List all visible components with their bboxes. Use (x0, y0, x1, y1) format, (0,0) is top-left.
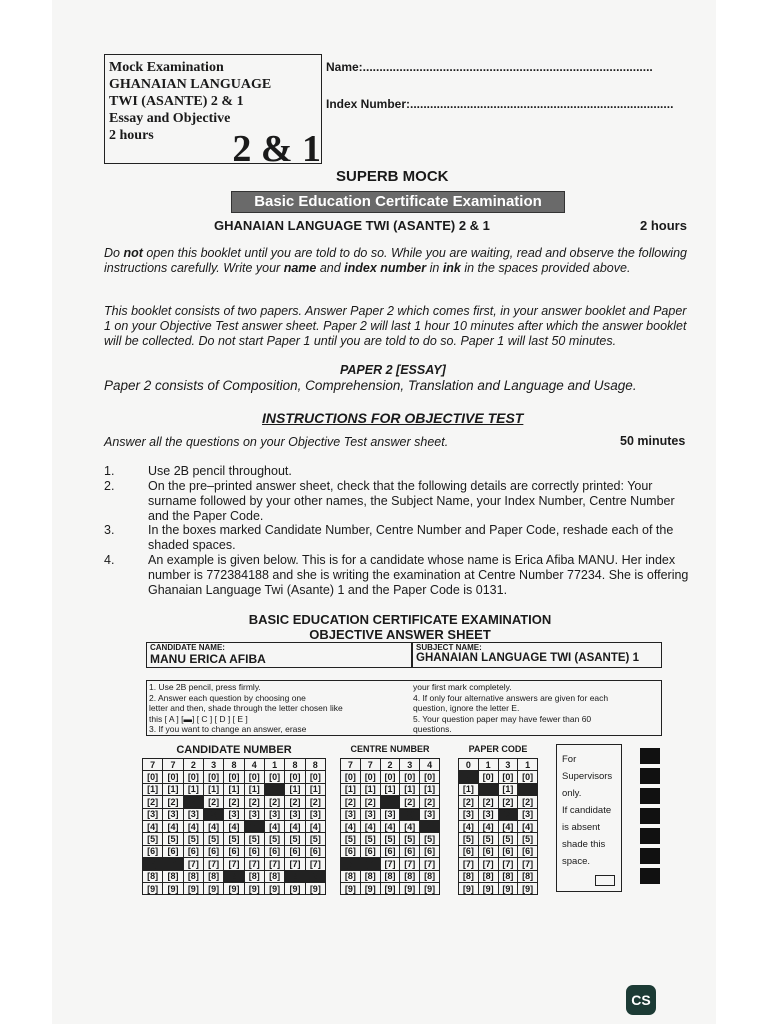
sheet-rule: 5. Your question paper may have fewer than 60 (413, 713, 592, 724)
grid-bubble[interactable]: [6] (285, 845, 305, 857)
grid-bubble[interactable]: [3] (264, 808, 284, 820)
grid-bubble[interactable]: [7] (244, 858, 264, 870)
grid-bubble[interactable]: [0] (518, 771, 538, 783)
grid-bubble[interactable]: [7] (143, 858, 163, 870)
absent-shade-box[interactable] (595, 875, 615, 886)
timing-mark (640, 848, 660, 864)
grid-bubble[interactable]: [3] (143, 808, 163, 820)
grid-bubble[interactable]: [8] (420, 870, 440, 882)
grid-bubble[interactable]: [6] (305, 845, 325, 857)
grid-bubble[interactable]: [0] (360, 771, 380, 783)
grid-bubble[interactable]: [3] (360, 808, 380, 820)
grid-bubble[interactable]: [5] (360, 833, 380, 845)
exam-banner: Basic Education Certificate Examination (231, 191, 565, 213)
grid-bubble[interactable]: [5] (459, 833, 479, 845)
grid-digit: 4 (420, 759, 440, 771)
grid-bubble[interactable]: [3] (203, 808, 223, 820)
grid-bubble[interactable]: [4] (498, 820, 518, 832)
grid-bubble[interactable]: [4] (203, 820, 223, 832)
grid-bubble[interactable]: [2] (183, 796, 203, 808)
grid-bubble[interactable]: [2] (420, 796, 440, 808)
grid-bubble[interactable]: [5] (224, 833, 244, 845)
supervisor-note-line: For (562, 754, 577, 765)
grid-digit: 2 (183, 759, 203, 771)
grid-bubble[interactable]: [6] (203, 845, 223, 857)
sheet-subtitle: OBJECTIVE ANSWER SHEET (309, 627, 491, 642)
grid-bubble[interactable]: [8] (400, 870, 420, 882)
grid-bubble[interactable]: [5] (203, 833, 223, 845)
paper2-heading: PAPER 2 [ESSAY] (340, 363, 446, 377)
instructions-paragraph-1: Do not open this booklet until you are told to do so. While you are waiting, read and observe the following instructions carefully. Write your name and index number in ink in the spaces provided above. (104, 246, 687, 275)
sheet-rule: 4. If only four alternative answers are given for each (413, 692, 609, 703)
header-line-2: GHANAIAN LANGUAGE (109, 77, 272, 92)
grid-bubble[interactable]: [9] (478, 882, 498, 894)
candidate-name-box (146, 642, 412, 668)
centre-number-label: CENTRE NUMBER (350, 744, 430, 754)
grid-bubble[interactable]: [4] (224, 820, 244, 832)
grid-bubble[interactable]: [1] (203, 783, 223, 795)
grid-bubble[interactable]: [0] (478, 771, 498, 783)
grid-bubble[interactable]: [7] (420, 858, 440, 870)
grid-bubble[interactable]: [8] (244, 870, 264, 882)
grid-bubble[interactable]: [3] (498, 808, 518, 820)
grid-bubble[interactable]: [2] (244, 796, 264, 808)
grid-bubble[interactable]: [4] (244, 820, 264, 832)
grid-bubble[interactable]: [8] (285, 870, 305, 882)
grid-bubble[interactable]: [5] (518, 833, 538, 845)
grid-bubble[interactable]: [1] (478, 783, 498, 795)
grid-bubble[interactable]: [6] (380, 845, 400, 857)
grid-bubble[interactable]: [4] (360, 820, 380, 832)
grid-bubble[interactable]: [6] (478, 845, 498, 857)
grid-bubble[interactable]: [3] (163, 808, 183, 820)
grid-digit: 1 (518, 759, 538, 771)
grid-bubble[interactable]: [7] (285, 858, 305, 870)
grid-bubble[interactable]: [0] (420, 771, 440, 783)
grid-digit: 4 (244, 759, 264, 771)
grid-bubble[interactable]: [2] (400, 796, 420, 808)
candidate-number-grid (142, 758, 326, 895)
grid-bubble[interactable]: [7] (224, 858, 244, 870)
grid-bubble[interactable]: [8] (459, 870, 479, 882)
grid-bubble[interactable]: [9] (341, 882, 361, 894)
grid-bubble[interactable]: [8] (163, 870, 183, 882)
grid-digit: 7 (143, 759, 163, 771)
index-number-field[interactable]: Index Number:............................................................................... (326, 97, 674, 111)
grid-bubble[interactable]: [7] (264, 858, 284, 870)
grid-bubble[interactable]: [6] (244, 845, 264, 857)
grid-bubble[interactable]: [4] (264, 820, 284, 832)
grid-bubble[interactable]: [1] (360, 783, 380, 795)
grid-bubble[interactable]: [1] (224, 783, 244, 795)
instruction-item: 1. Use 2B pencil throughout. (104, 464, 292, 478)
grid-bubble[interactable]: [7] (360, 858, 380, 870)
name-field[interactable]: Name:....................................................................................... (326, 60, 653, 74)
paper2-description: Paper 2 consists of Composition, Comprehension, Translation and Language and Usage. (104, 378, 637, 393)
grid-bubble[interactable]: [3] (420, 808, 440, 820)
grid-bubble[interactable]: [4] (459, 820, 479, 832)
grid-bubble[interactable]: [0] (341, 771, 361, 783)
grid-bubble[interactable]: [9] (459, 882, 479, 894)
timing-mark (640, 788, 660, 804)
grid-bubble[interactable]: [6] (498, 845, 518, 857)
grid-bubble[interactable]: [4] (420, 820, 440, 832)
supervisor-note-line: shade this (562, 839, 606, 850)
sheet-rule: letter and then, shade through the letter chosen like (149, 703, 343, 713)
grid-bubble[interactable]: [5] (143, 833, 163, 845)
grid-bubble[interactable]: [0] (400, 771, 420, 783)
grid-bubble[interactable]: [0] (305, 771, 325, 783)
grid-bubble[interactable]: [4] (478, 820, 498, 832)
grid-bubble[interactable]: [9] (143, 882, 163, 894)
grid-bubble[interactable]: [4] (305, 820, 325, 832)
grid-digit: 3 (203, 759, 223, 771)
timing-mark (640, 808, 660, 824)
grid-bubble[interactable]: [0] (498, 771, 518, 783)
grid-bubble[interactable]: [5] (380, 833, 400, 845)
sheet-title: BASIC EDUCATION CERTIFICATE EXAMINATION (248, 612, 552, 627)
grid-bubble[interactable]: [6] (264, 845, 284, 857)
grid-bubble[interactable]: [4] (183, 820, 203, 832)
grid-bubble[interactable]: [9] (285, 882, 305, 894)
grid-bubble[interactable]: [5] (420, 833, 440, 845)
grid-digit: 3 (400, 759, 420, 771)
grid-bubble[interactable]: [4] (400, 820, 420, 832)
grid-bubble[interactable]: [1] (380, 783, 400, 795)
grid-bubble[interactable]: [1] (459, 783, 479, 795)
grid-bubble[interactable]: [6] (420, 845, 440, 857)
sheet-rule: this [ A ] [▬] [ C ] [ D ] [ E ] (149, 713, 248, 724)
grid-bubble[interactable]: [8] (305, 870, 325, 882)
grid-bubble[interactable]: [2] (305, 796, 325, 808)
objective-time: 50 minutes (620, 434, 686, 448)
grid-bubble[interactable]: [8] (183, 870, 203, 882)
grid-bubble[interactable]: [2] (341, 796, 361, 808)
grid-bubble[interactable]: [4] (285, 820, 305, 832)
grid-bubble[interactable]: [9] (203, 882, 223, 894)
subject-name-value: GHANAIAN LANGUAGE TWI (ASANTE) 1 (416, 652, 639, 664)
sheet-rule: questions. (413, 724, 452, 734)
grid-digit: 3 (498, 759, 518, 771)
instruction-item: 2. On the pre–printed answer sheet, check that the following details are correctly printed: Your surname followed by your other names, the Subject Name, your Index Number, Centre Number and the Paper Code. (104, 479, 675, 523)
grid-bubble[interactable]: [4] (341, 820, 361, 832)
grid-bubble[interactable]: [1] (143, 783, 163, 795)
grid-bubble[interactable]: [1] (285, 783, 305, 795)
sheet-rule: question, ignore the letter E. (413, 703, 520, 713)
grid-digit: 1 (478, 759, 498, 771)
grid-bubble[interactable]: [4] (518, 820, 538, 832)
grid-bubble[interactable]: [7] (203, 858, 223, 870)
grid-bubble[interactable]: [0] (224, 771, 244, 783)
subject-name-label: SUBJECT NAME: (416, 643, 482, 652)
grid-bubble[interactable]: [7] (163, 858, 183, 870)
grid-bubble[interactable]: [0] (380, 771, 400, 783)
grid-bubble[interactable]: [5] (305, 833, 325, 845)
grid-bubble[interactable]: [6] (163, 845, 183, 857)
grid-bubble[interactable]: [5] (478, 833, 498, 845)
grid-bubble[interactable]: [8] (143, 870, 163, 882)
grid-bubble[interactable]: [6] (143, 845, 163, 857)
grid-bubble[interactable]: [1] (305, 783, 325, 795)
grid-bubble[interactable]: [9] (360, 882, 380, 894)
grid-bubble[interactable]: [4] (163, 820, 183, 832)
grid-bubble[interactable]: [5] (183, 833, 203, 845)
grid-bubble[interactable]: [2] (380, 796, 400, 808)
grid-bubble[interactable]: [3] (459, 808, 479, 820)
grid-bubble[interactable]: [9] (400, 882, 420, 894)
grid-digit: 7 (341, 759, 361, 771)
grid-bubble[interactable]: [9] (244, 882, 264, 894)
candidate-number-label: CANDIDATE NUMBER (176, 744, 292, 756)
grid-bubble[interactable]: [6] (360, 845, 380, 857)
grid-bubble[interactable]: [9] (224, 882, 244, 894)
grid-bubble[interactable]: [3] (285, 808, 305, 820)
grid-bubble[interactable]: [1] (420, 783, 440, 795)
grid-bubble[interactable]: [8] (518, 870, 538, 882)
objective-heading: INSTRUCTIONS FOR OBJECTIVE TEST (262, 410, 524, 426)
grid-bubble[interactable]: [9] (498, 882, 518, 894)
header-line-1: Mock Examination (109, 60, 224, 75)
grid-bubble[interactable]: [6] (459, 845, 479, 857)
grid-bubble[interactable]: [9] (264, 882, 284, 894)
header-paper-numbers: 2 & 1 (232, 128, 321, 170)
grid-bubble[interactable]: [3] (341, 808, 361, 820)
sheet-rule: your first mark completely. (413, 682, 512, 692)
camscanner-logo: CS (626, 985, 656, 1015)
grid-bubble[interactable]: [8] (264, 870, 284, 882)
grid-bubble[interactable]: [1] (400, 783, 420, 795)
grid-bubble[interactable]: [3] (305, 808, 325, 820)
grid-bubble[interactable]: [2] (203, 796, 223, 808)
grid-digit: 1 (264, 759, 284, 771)
grid-bubble[interactable]: [2] (518, 796, 538, 808)
grid-bubble[interactable]: [6] (224, 845, 244, 857)
grid-bubble[interactable]: [5] (285, 833, 305, 845)
candidate-name-label: CANDIDATE NAME: (150, 643, 225, 652)
timing-mark (640, 868, 660, 884)
grid-bubble[interactable]: [9] (183, 882, 203, 894)
supervisor-box (556, 744, 622, 892)
grid-bubble[interactable]: [2] (163, 796, 183, 808)
exam-header-box (104, 54, 322, 170)
grid-bubble[interactable]: [2] (478, 796, 498, 808)
grid-bubble[interactable]: [8] (224, 870, 244, 882)
grid-bubble[interactable]: [1] (163, 783, 183, 795)
grid-bubble[interactable]: [4] (143, 820, 163, 832)
timing-mark (640, 748, 660, 764)
grid-bubble[interactable]: [7] (183, 858, 203, 870)
subject-name-box (412, 642, 662, 668)
grid-bubble[interactable]: [5] (400, 833, 420, 845)
page-title: SUPERB MOCK (336, 168, 449, 185)
grid-bubble[interactable]: [1] (183, 783, 203, 795)
grid-bubble[interactable]: [8] (203, 870, 223, 882)
grid-bubble[interactable]: [3] (183, 808, 203, 820)
grid-bubble[interactable]: [6] (183, 845, 203, 857)
grid-bubble[interactable]: [0] (459, 771, 479, 783)
grid-digit: 8 (224, 759, 244, 771)
grid-bubble[interactable]: [9] (163, 882, 183, 894)
grid-bubble[interactable]: [4] (380, 820, 400, 832)
grid-bubble[interactable]: [9] (420, 882, 440, 894)
paper-code-label: PAPER CODE (468, 744, 528, 754)
grid-bubble[interactable]: [5] (163, 833, 183, 845)
grid-digit: 0 (459, 759, 479, 771)
grid-bubble[interactable]: [8] (498, 870, 518, 882)
header-line-4: Essay and Objective (109, 111, 231, 126)
grid-bubble[interactable]: [9] (305, 882, 325, 894)
grid-bubble[interactable]: [2] (224, 796, 244, 808)
grid-bubble[interactable]: [0] (143, 771, 163, 783)
grid-digit: 8 (285, 759, 305, 771)
grid-bubble[interactable]: [0] (183, 771, 203, 783)
supervisor-note-line: is absent (562, 822, 601, 833)
header-line-5: 2 hours (109, 128, 154, 143)
grid-bubble[interactable]: [5] (244, 833, 264, 845)
grid-bubble[interactable]: [7] (459, 858, 479, 870)
grid-bubble[interactable]: [3] (478, 808, 498, 820)
supervisor-note-line: If candidate (562, 805, 612, 816)
grid-bubble[interactable]: [0] (203, 771, 223, 783)
supervisor-note-line: only. (562, 788, 582, 799)
grid-bubble[interactable]: [3] (224, 808, 244, 820)
sheet-rule: 3. If you want to change an answer, erase (149, 724, 307, 734)
instruction-item: 4. An example is given below. This is for a candidate whose name is Erica Afiba MANU. Her index number is 772384188 and she is writing the examination at Centre Number 77234. She is offering Ghanaian Language Twi (Asante) 1 and the Paper Code is 0131. (104, 553, 689, 597)
grid-bubble[interactable]: [8] (478, 870, 498, 882)
grid-bubble[interactable]: [7] (305, 858, 325, 870)
subject-line: GHANAIAN LANGUAGE TWI (ASANTE) 2 & 1 (214, 218, 490, 233)
grid-bubble[interactable]: [1] (518, 783, 538, 795)
grid-bubble[interactable]: [1] (498, 783, 518, 795)
grid-bubble[interactable]: [8] (360, 870, 380, 882)
grid-bubble[interactable]: [7] (341, 858, 361, 870)
candidate-name-value: MANU ERICA AFIBA (150, 652, 266, 666)
sheet-rule: 1. Use 2B pencil, press firmly. (149, 682, 261, 692)
grid-bubble[interactable]: [9] (518, 882, 538, 894)
grid-digit: 8 (305, 759, 325, 771)
grid-bubble[interactable]: [8] (380, 870, 400, 882)
grid-bubble[interactable]: [7] (478, 858, 498, 870)
grid-bubble[interactable]: [0] (264, 771, 284, 783)
paper-code-grid (458, 758, 538, 895)
grid-digit: 2 (380, 759, 400, 771)
grid-bubble[interactable]: [0] (163, 771, 183, 783)
grid-bubble[interactable]: [2] (360, 796, 380, 808)
supervisor-note-line: Supervisors (562, 771, 613, 782)
timing-mark (640, 768, 660, 784)
timing-mark (640, 828, 660, 844)
grid-bubble[interactable]: [0] (285, 771, 305, 783)
sheet-rule: 2. Answer each question by choosing one (149, 692, 306, 703)
grid-bubble[interactable]: [3] (400, 808, 420, 820)
grid-bubble[interactable]: [7] (498, 858, 518, 870)
duration: 2 hours (640, 218, 687, 233)
grid-bubble[interactable]: [0] (244, 771, 264, 783)
instructions-paragraph-2: This booklet consists of two papers. Answer Paper 2 which comes first, in your answer booklet and Paper 1 on your Objective Test answer sheet. Paper 2 will last 1 hour 10 minutes after which the answer booklet will be collected. Do not start Paper 1 until you are told to do so. Paper 1 will last 50 minutes. (104, 304, 687, 348)
header-line-3: TWI (ASANTE) 2 & 1 (109, 94, 244, 109)
grid-bubble[interactable]: [2] (285, 796, 305, 808)
grid-bubble[interactable]: [6] (518, 845, 538, 857)
grid-bubble[interactable]: [2] (498, 796, 518, 808)
objective-intro: Answer all the questions on your Objective Test answer sheet. (104, 435, 449, 449)
grid-bubble[interactable]: [7] (518, 858, 538, 870)
supervisor-note-line: space. (562, 856, 590, 867)
grid-bubble[interactable]: [2] (459, 796, 479, 808)
instruction-item: 3. In the boxes marked Candidate Number, Centre Number and Paper Code, reshade each of the shaded spaces. (104, 523, 674, 552)
grid-bubble[interactable]: [6] (341, 845, 361, 857)
grid-bubble[interactable]: [2] (264, 796, 284, 808)
grid-bubble[interactable]: [1] (341, 783, 361, 795)
grid-bubble[interactable]: [1] (264, 783, 284, 795)
grid-bubble[interactable]: [3] (244, 808, 264, 820)
sheet-rules-box (146, 680, 662, 736)
grid-bubble[interactable]: [2] (143, 796, 163, 808)
grid-bubble[interactable]: [6] (400, 845, 420, 857)
grid-bubble[interactable]: [1] (244, 783, 264, 795)
grid-digit: 7 (163, 759, 183, 771)
grid-bubble[interactable]: [3] (518, 808, 538, 820)
grid-bubble[interactable]: [7] (380, 858, 400, 870)
grid-digit: 7 (360, 759, 380, 771)
grid-bubble[interactable]: [5] (264, 833, 284, 845)
centre-number-grid (340, 758, 440, 895)
grid-bubble[interactable]: [3] (380, 808, 400, 820)
grid-bubble[interactable]: [9] (380, 882, 400, 894)
grid-bubble[interactable]: [8] (341, 870, 361, 882)
grid-bubble[interactable]: [5] (341, 833, 361, 845)
grid-bubble[interactable]: [7] (400, 858, 420, 870)
grid-bubble[interactable]: [5] (498, 833, 518, 845)
